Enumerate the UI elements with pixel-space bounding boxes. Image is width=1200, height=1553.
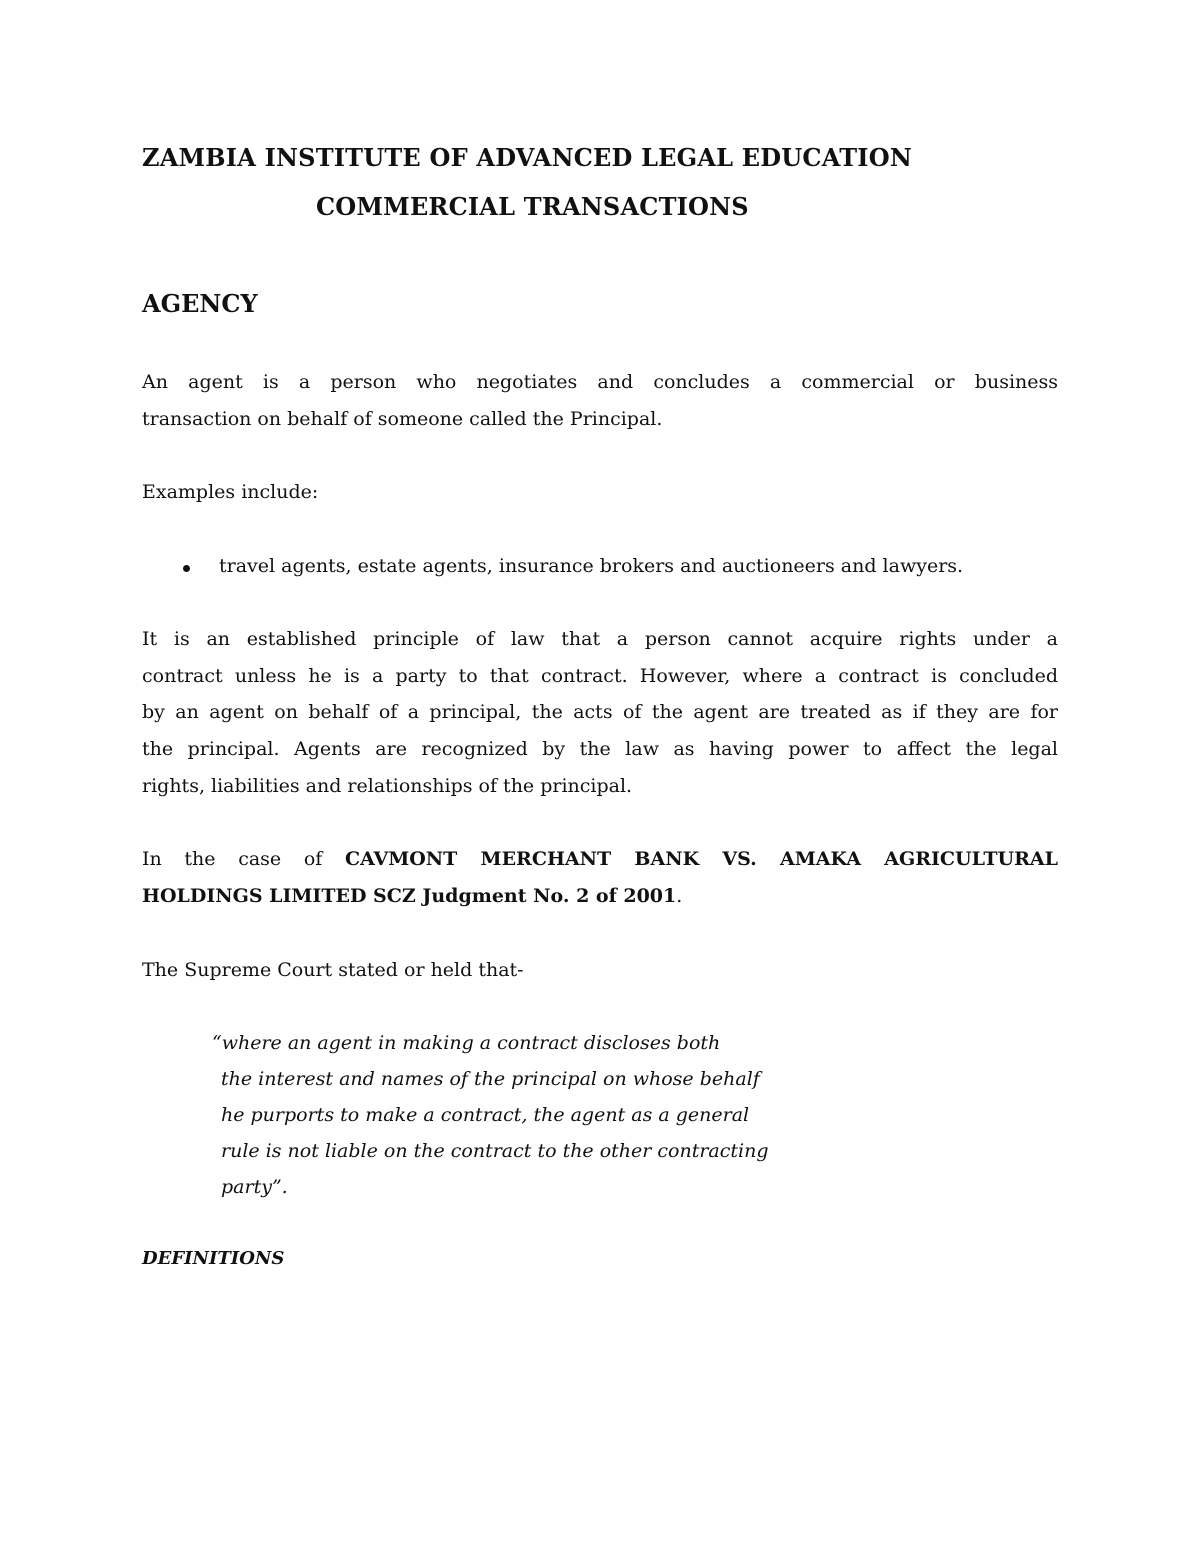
principle-line: by an agent on behalf of a principal, the acts of the agent are treated as if they are for [142,701,1058,724]
principle-paragraph [142,621,1058,805]
case-name: CAVMONT MERCHANT BANK VS. AMAKA AGRICULTURAL [344,848,1058,870]
principle-line: rights, liabilities and relationships of the principal. [142,774,633,797]
quote-line: “where an agent in making a contract discloses both [212,1032,721,1054]
quote-line: rule is not liable on the contract to the other contracting [221,1139,769,1162]
definitions-heading: DEFINITIONS [142,1248,285,1269]
intro-line: transaction on behalf of someone called the Principal. [142,407,663,430]
list-item: travel agents, estate agents, insurance brokers and auctioneers and lawyers. [219,555,964,577]
course-title: COMMERCIAL TRANSACTIONS [316,192,749,221]
principle-line: the principal. Agents are recognized by the law as having power to affect the legal [142,738,1058,761]
principle-line: It is an established principle of law that a person cannot acquire rights under a [142,628,1058,650]
bullet-icon [183,565,190,572]
case-line [142,841,1058,878]
court-statement: The Supreme Court stated or held that- [142,959,524,981]
case-paragraph [142,841,1058,914]
principle-line: contract unless he is a party to that contract. However, where a contract is concluded [142,664,1058,687]
case-name: HOLDINGS LIMITED SCZ Judgment No. 2 of 2001 [142,884,677,907]
court-quote [212,1026,769,1206]
examples-label: Examples include: [142,481,319,503]
institute-title: ZAMBIA INSTITUTE OF ADVANCED LEGAL EDUCATION [142,143,912,172]
section-heading-agency: AGENCY [142,289,258,318]
case-suffix: . [676,884,683,907]
intro-paragraph [142,364,1058,437]
case-line [142,878,1058,915]
quote-line: he purports to make a contract, the agent as a general [221,1103,750,1126]
quote-line: the interest and names of the principal on whose behalf [221,1067,760,1090]
quote-line: party”. [221,1175,288,1198]
intro-line: An agent is a person who negotiates and concludes a commercial or business [142,371,1058,393]
case-prefix: In the case of [142,848,323,870]
